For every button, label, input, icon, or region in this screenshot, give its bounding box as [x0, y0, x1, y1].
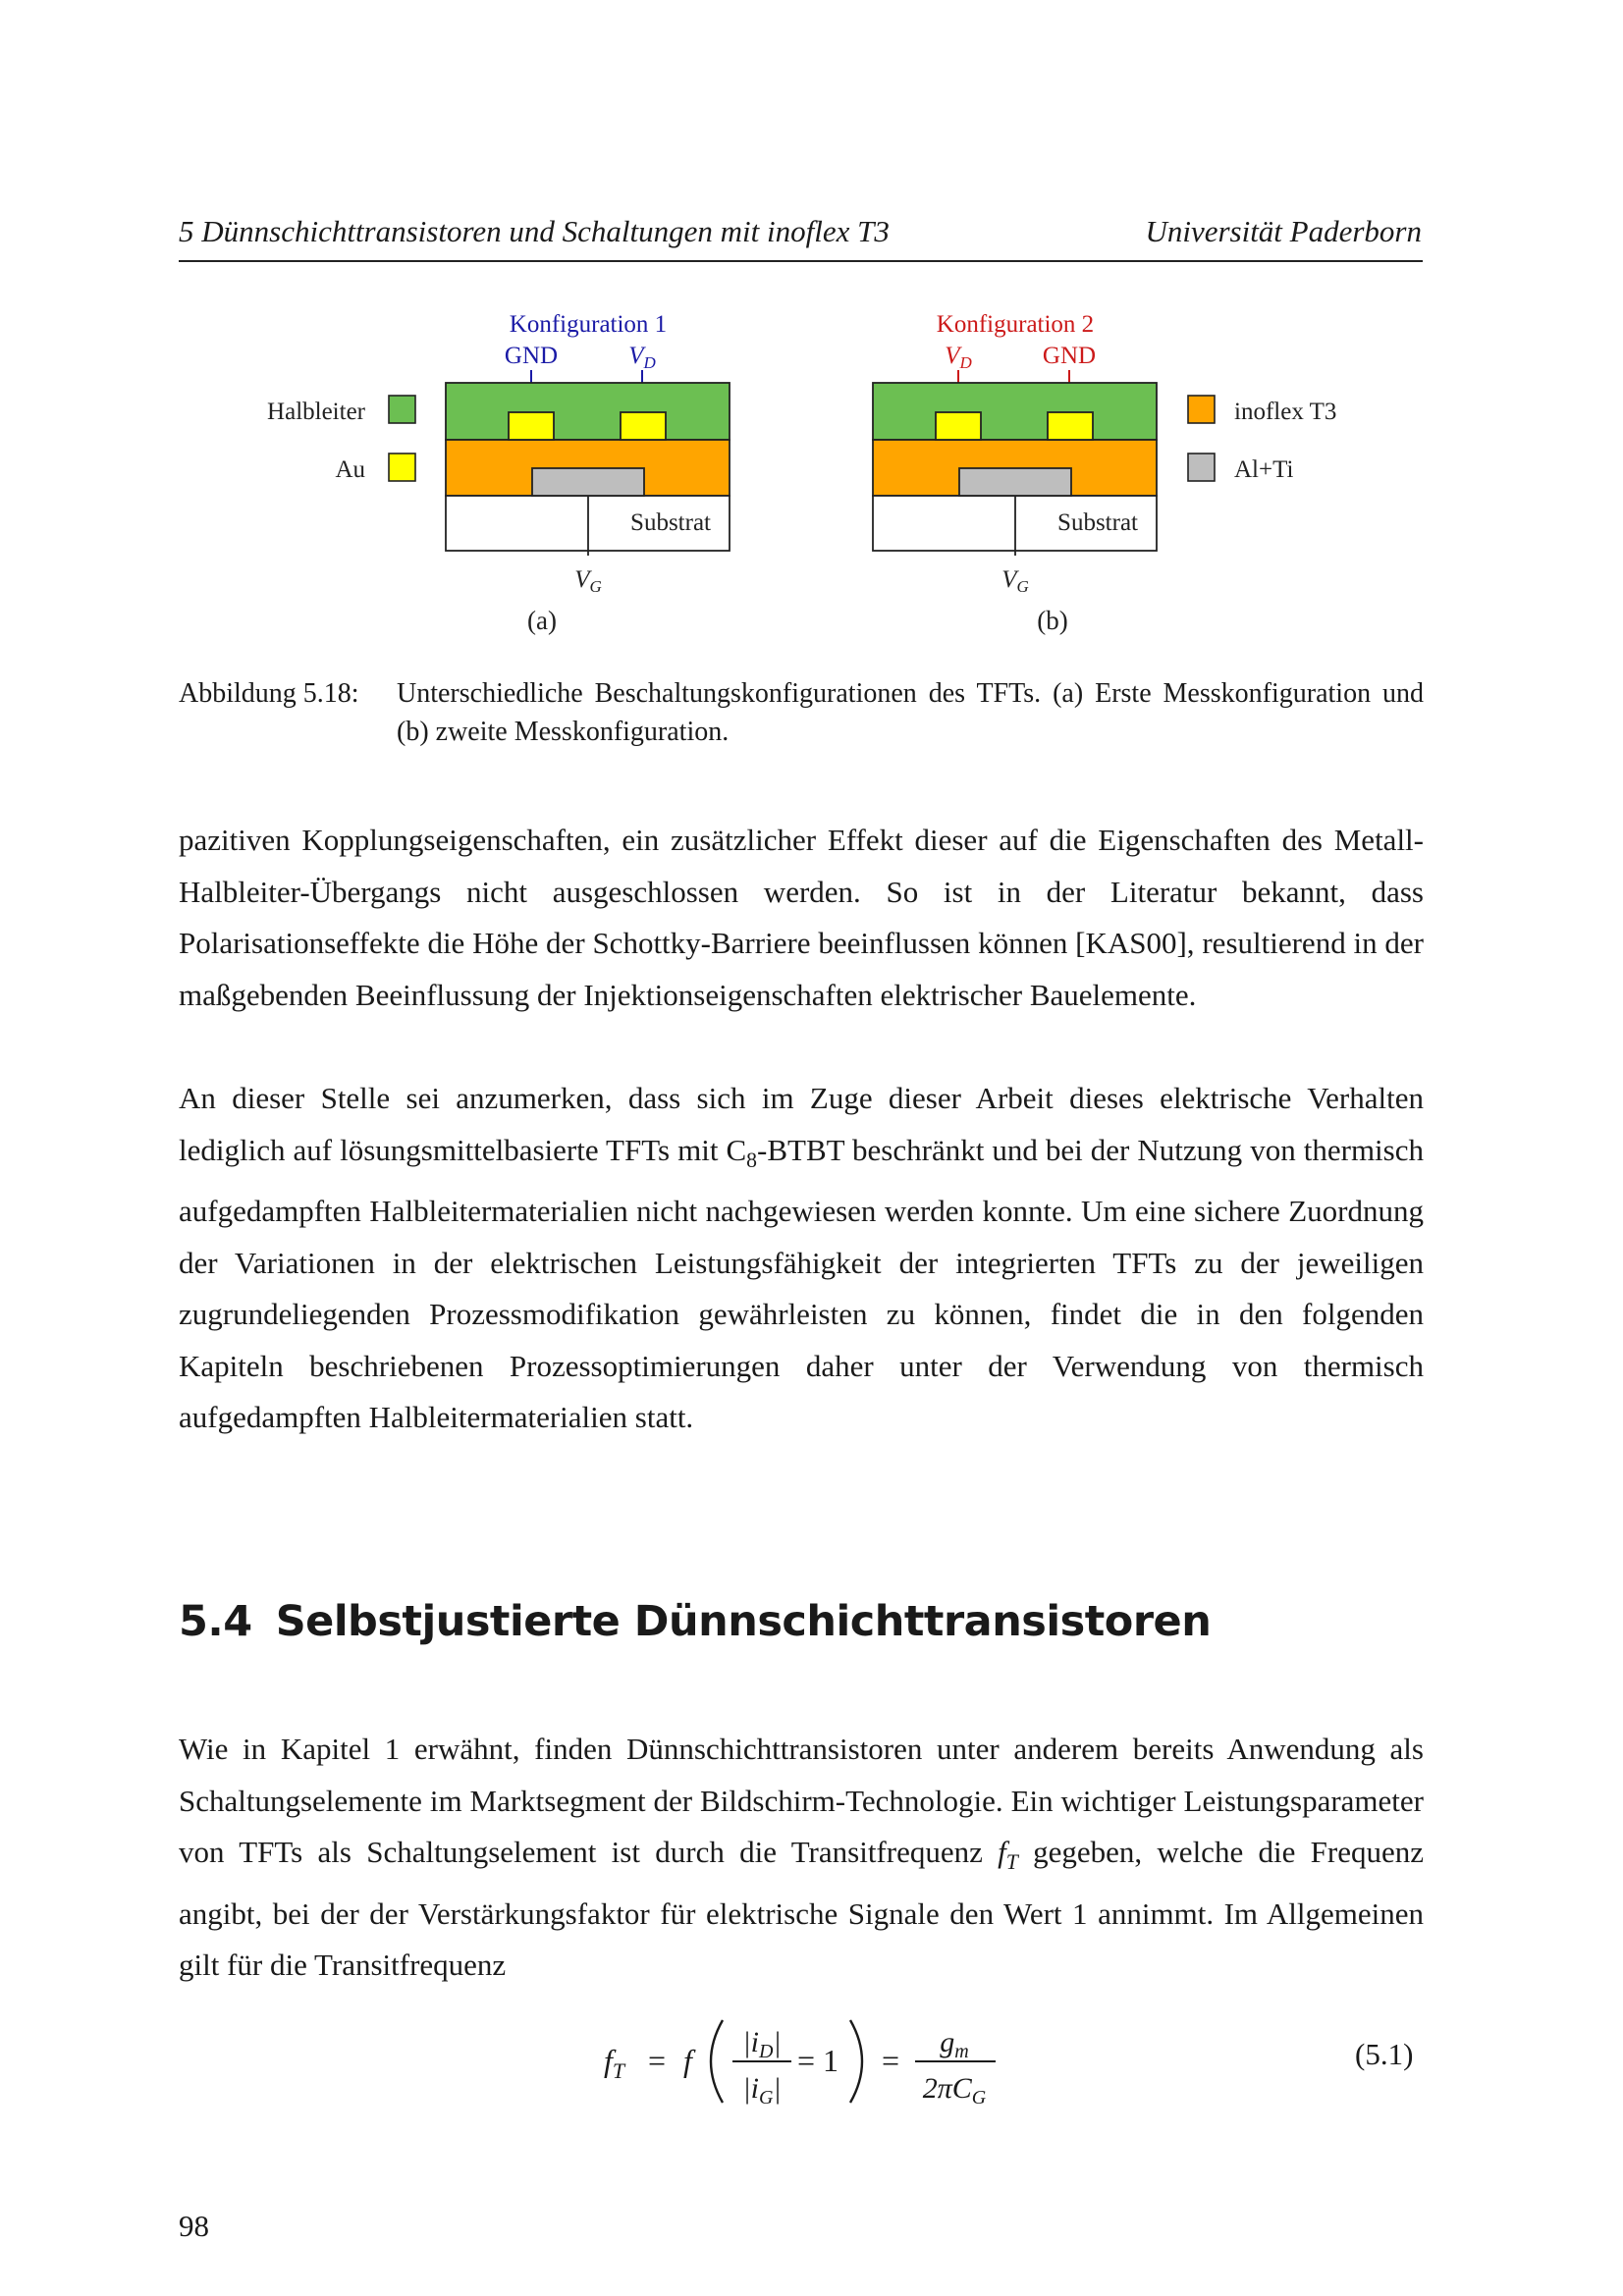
- config-1-right-terminal: $V_D$: [628, 343, 656, 372]
- config-2-substrate-label: Substrat: [1057, 509, 1138, 536]
- config-1-gate-label: $V_G$: [574, 566, 602, 596]
- page-number: 98: [179, 2209, 209, 2243]
- config-1-substrate-label: Substrat: [630, 509, 711, 536]
- config-2-sublabel: (b): [1037, 606, 1068, 635]
- legend-swatch-alti: [1188, 454, 1215, 481]
- config-1-gate-electrode: [532, 468, 644, 496]
- eq-lhs: $f_T$: [604, 2043, 625, 2083]
- config-2-gate-label: $V_G$: [1001, 566, 1029, 596]
- legend-swatch-inoflex: [1188, 396, 1215, 423]
- paragraph-3: [179, 1724, 1424, 1992]
- eq-equals-1: =: [648, 2043, 667, 2078]
- section-heading: [179, 1597, 1211, 1646]
- eq-paren-left: [711, 2020, 723, 2103]
- section-number: 5.4: [179, 1597, 252, 1646]
- config-2-gate-electrode: [959, 468, 1071, 496]
- config-2-source-electrode: [1048, 412, 1093, 440]
- paragraph-1: [179, 815, 1424, 1021]
- eq-paren-right: [850, 2020, 862, 2103]
- figure-caption-text: Unterschiedliche Beschaltungskonfigurationen des TFTs. (a) Erste Messkonfiguration und (b) zweite Messkonfiguration.: [397, 678, 1424, 747]
- equation-5-1: [0, 2002, 1623, 2150]
- eq-denominator: $|i_G|$: [742, 2072, 782, 2109]
- legend-label-halbleiter: Halbleiter: [267, 399, 365, 425]
- config-2-semiconductor-layer: [873, 383, 1157, 440]
- config-1-sublabel: (a): [527, 606, 557, 635]
- legend-label-au: Au: [335, 456, 365, 483]
- config-2-right-terminal: GND: [1042, 343, 1097, 369]
- config-1-diagram: [446, 311, 730, 635]
- running-header-right: Universität Paderborn: [1145, 214, 1422, 248]
- eq-inner-equals: = 1: [797, 2043, 839, 2078]
- paragraph-1-text: pazitiven Kopplungseigenschaften, ein zusätzlicher Effekt dieser auf die Eigenschaften des Metall-Halbleiter-Übergangs nicht ausgeschlossen werden. So ist in der Literatur bekannt, dass Polarisationseffekte die Höhe der Schottky-Barriere beeinflussen können [KAS00], resultierend in der maßgebenden Beeinflussung der Injektionseigenschaften elektrischer Bauelemente.: [179, 823, 1424, 1012]
- legend-swatch-halbleiter: [389, 396, 415, 423]
- eq-rhs-numerator: $g_m$: [940, 2026, 969, 2062]
- figure-circuit-configurations: [0, 0, 1623, 667]
- eq-func: f: [683, 2043, 692, 2078]
- legend-label-alti: Al+Ti: [1234, 456, 1294, 483]
- running-header-left: 5 Dünnschichttransistoren und Schaltungen mit inoflex T3: [179, 214, 890, 248]
- legend-label-inoflex: inoflex T3: [1234, 399, 1337, 425]
- eq-equals-2: =: [882, 2043, 900, 2078]
- config-1-source-electrode: [509, 412, 554, 440]
- section-title: Selbstjustierte Dünnschichttransistoren: [275, 1597, 1212, 1646]
- config-1-title: Konfiguration 1: [509, 311, 668, 338]
- config-1-left-terminal: GND: [504, 343, 559, 369]
- figure-caption-label: Abbildung 5.18:: [179, 678, 359, 709]
- equation-number: (5.1): [1355, 2037, 1414, 2071]
- paragraph-2: [179, 1073, 1424, 1444]
- config-2-left-terminal: $V_D$: [945, 343, 972, 372]
- legend-swatch-au: [389, 454, 415, 481]
- paragraph-3-text: Wie in Kapitel 1 erwähnt, finden Dünnschichttransistoren unter anderem bereits Anwendung als Schaltungselemente im Marktsegment der Bildschirm-Technologie. Ein wichtiger Leistungsparameter von TFTs als Schaltungselement ist durch die Transitfrequenz $f_T$ gegeben, welche die Frequenz angibt, bei der der Verstärkungsfaktor für elektrische Signale den Wert 1 annimmt. Im Allgemeinen gilt für die Transitfrequenz: [179, 1732, 1424, 1983]
- config-1-drain-electrode: [621, 412, 666, 440]
- config-2-diagram: [873, 311, 1157, 635]
- eq-rhs-denominator: $2\pi C_G$: [922, 2072, 987, 2109]
- config-1-semiconductor-layer: [446, 383, 730, 440]
- config-2-drain-electrode: [936, 412, 981, 440]
- paragraph-2-text: An dieser Stelle sei anzumerken, dass sich im Zuge dieser Arbeit dieses elektrische Verhalten lediglich auf lösungsmittelbasierte TFTs mit $C_8$-BTBT beschränkt und bei der Nutzung von thermisch aufgedampften Halbleitermaterialien nicht nachgewiesen werden konnte. Um eine sichere Zuordnung der Variationen in der elektrischen Leistungsfähigkeit der integrierten TFTs zu der jeweiligen zugrundeliegenden Prozessmodifikation gewährleisten zu können, findet die in den folgenden Kapiteln beschriebenen Prozessoptimierungen daher unter der Verwendung von thermisch aufgedampften Halbleitermaterialien statt.: [179, 1081, 1424, 1435]
- config-2-title: Konfiguration 2: [936, 311, 1095, 338]
- figure-caption: [179, 674, 1424, 751]
- eq-numerator: $|i_D|$: [742, 2026, 782, 2062]
